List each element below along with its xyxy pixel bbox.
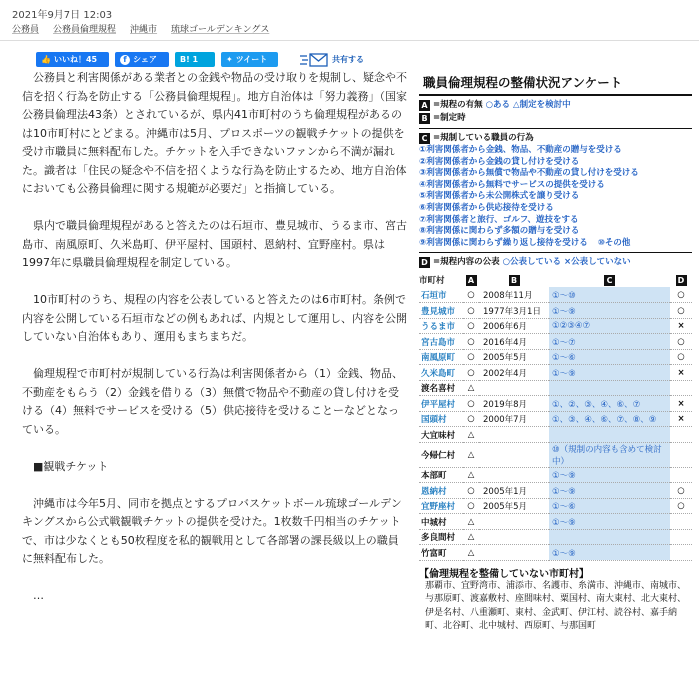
list-item: ⑧利害関係に関わらず多額の贈与を受ける <box>419 226 580 237</box>
municipality-cell: 宮古島市 <box>419 334 463 350</box>
divider <box>0 40 699 41</box>
paragraph: 倫理規程で市町村が規制している行為は利害関係者から（1）金銭、物品、不動産をもらう（2）金銭を借りる（3）無償で物品や不動産の貸し付けを受ける（4）無料でサービスを受ける（5）供応接待を受けることーなどとなっている。 <box>22 367 403 436</box>
municipality-cell: 伊平屋村 <box>419 396 463 412</box>
regulated-acts-cell: ①〜⑨ <box>549 483 670 499</box>
table-row <box>419 514 692 530</box>
table-row <box>419 411 692 427</box>
municipality-cell: 石垣市 <box>419 287 463 303</box>
disclosure-cell: ○ <box>670 483 692 499</box>
regulation-cell: △ <box>463 467 479 483</box>
legend-text: =規程の有無 <box>433 100 483 110</box>
legend-text: ○公表している <box>502 257 562 268</box>
regulation-cell: ○ <box>463 303 479 319</box>
legend-key: A <box>419 100 430 111</box>
municipality-cell: 本部町 <box>419 467 463 483</box>
regulation-cell: △ <box>463 545 479 561</box>
list-item: ④利害関係者から無料でサービスの提供を受ける <box>419 179 605 190</box>
table-row <box>419 287 692 303</box>
regulation-cell: △ <box>463 529 479 545</box>
regulated-acts-cell <box>549 427 670 443</box>
legend-text: △制定を検討中 <box>513 100 571 110</box>
municipality-cell: 国頭村 <box>419 411 463 427</box>
table-header-row <box>419 273 692 287</box>
legend-text: ○ある <box>485 100 511 110</box>
established-cell: 2016年4月 <box>479 334 549 350</box>
tag-link[interactable]: 公務員 <box>12 25 40 35</box>
established-cell <box>479 380 549 396</box>
established-cell: 1977年3月1日 <box>479 303 549 319</box>
article-body <box>22 69 408 606</box>
list-item: ⑤利害関係者から未公開株式を譲り受ける <box>419 191 580 202</box>
municipality-cell: 多良間村 <box>419 529 463 545</box>
legend-a <box>419 99 692 112</box>
disclosure-cell <box>670 380 692 396</box>
disclosure-cell: × <box>670 396 692 412</box>
mail-share-button[interactable] <box>300 53 364 67</box>
table-row <box>419 442 692 467</box>
tag-link[interactable]: 琉球ゴールデンキングス <box>171 25 270 35</box>
bird-icon: ✦ <box>226 55 233 64</box>
municipality-cell: 恩納村 <box>419 483 463 499</box>
facebook-share-button[interactable] <box>115 52 169 67</box>
regulated-acts-cell: ①②③④⑦ <box>549 318 670 334</box>
disclosure-cell: ○ <box>670 498 692 514</box>
regulated-acts-cell: ①〜⑨ <box>549 303 670 319</box>
disclosure-cell: × <box>670 365 692 381</box>
read-more-ellipsis: … <box>33 589 44 602</box>
regulation-cell: ○ <box>463 365 479 381</box>
mail-icon <box>300 53 328 67</box>
table-row <box>419 349 692 365</box>
legend-d <box>419 256 692 269</box>
hatena-bookmark-button[interactable] <box>175 52 215 67</box>
legend-key: C <box>419 133 430 144</box>
survey-figure <box>419 74 692 672</box>
legend-c <box>419 132 692 145</box>
divider <box>419 128 692 129</box>
divider <box>419 252 692 253</box>
paragraph: 県内で職員倫理規程があると答えたのは石垣市、豊見城市、うるま市、宮古島市、南風原町、久米島町、伊平屋村、国頭村、恩納村、宜野座村。県は1997年に県職員倫理規程を制定している。 <box>22 219 407 269</box>
regulated-acts-cell: ①、②、③、④、⑥、⑦ <box>549 396 670 412</box>
legend-text: =制定時 <box>433 113 466 123</box>
established-cell: 2019年8月 <box>479 396 549 412</box>
list-item: ②利害関係者から金銭の貸し付けを受ける <box>419 156 580 167</box>
municipality-cell: 竹富町 <box>419 545 463 561</box>
column-header <box>479 273 549 287</box>
disclosure-cell: ○ <box>670 303 692 319</box>
municipality-cell: 豊見城市 <box>419 303 463 319</box>
established-cell: 2005年1月 <box>479 483 549 499</box>
regulated-acts-cell: ①〜⑦ <box>549 334 670 350</box>
regulation-cell: ○ <box>463 318 479 334</box>
regulation-cell: △ <box>463 514 479 530</box>
list-item: ⑥利害関係者から供応接待を受ける <box>419 202 554 213</box>
regulated-acts-cell: ①〜⑥ <box>549 498 670 514</box>
not-established-list: 那覇市、宜野湾市、浦添市、名護市、糸満市、沖縄市、南城市、与那原町、渡嘉敷村、座間味村、粟国村、南大東村、北大東村、伊是名村、八重瀬町、東村、金武町、伊江村、読谷村、嘉手納町、北谷町、北中城村、西原町、与那国町 <box>425 580 687 632</box>
disclosure-cell <box>670 467 692 483</box>
list-item: ①利害関係者から金銭、物品、不動産の贈与を受ける <box>419 145 622 155</box>
regulation-cell: △ <box>463 380 479 396</box>
disclosure-cell: × <box>670 411 692 427</box>
regulated-acts-cell: ①〜⑨ <box>549 545 670 561</box>
legend-key: D <box>419 257 430 268</box>
legend-b <box>419 112 692 125</box>
table-row <box>419 380 692 396</box>
disclosure-cell: ○ <box>670 287 692 303</box>
tag-link[interactable]: 沖縄市 <box>130 25 158 35</box>
municipality-cell: 宜野座村 <box>419 498 463 514</box>
column-key: C <box>604 275 615 286</box>
disclosure-cell: ○ <box>670 334 692 350</box>
established-cell: 2006年6月 <box>479 318 549 334</box>
paragraph: 10市町村のうち、規程の内容を公表していると答えたのは6市町村。条例で内容を公開している石垣市などの例もあれば、内規として運用し、内容を公開していない自治体もあり、運用もまちまちだ。 <box>22 293 407 343</box>
table-row <box>419 365 692 381</box>
regulated-acts-cell: ⑩（規制の内容も含めて検討中） <box>549 442 670 467</box>
not-established-title: 【倫理規程を整備していない市町村】 <box>419 568 589 580</box>
established-cell <box>479 545 549 561</box>
municipality-cell: 久米島町 <box>419 365 463 381</box>
column-key: A <box>466 275 477 286</box>
municipality-cell: 大宜味村 <box>419 427 463 443</box>
mail-label: 共有する <box>332 55 364 64</box>
established-cell <box>479 427 549 443</box>
established-cell <box>479 442 549 467</box>
established-cell: 2005年5月 <box>479 498 549 514</box>
regulation-cell: ○ <box>463 396 479 412</box>
regulation-cell: △ <box>463 427 479 443</box>
regulated-acts-cell: ①、③、④、⑥、⑦、⑧、⑨ <box>549 411 670 427</box>
column-header <box>670 273 692 287</box>
established-cell: 2000年7月 <box>479 411 549 427</box>
legend-text: =規程内容の公表 <box>433 257 500 268</box>
list-item: ⑦利害関係者と旅行、ゴルフ、遊技をする <box>419 214 579 225</box>
municipality-cell: 南風原町 <box>419 349 463 365</box>
established-cell <box>479 514 549 530</box>
disclosure-cell: ○ <box>670 349 692 365</box>
tweet-label: ツイート <box>235 55 268 64</box>
regulation-cell: ○ <box>463 498 479 514</box>
established-cell: 2002年4月 <box>479 365 549 381</box>
municipality-cell: 渡名喜村 <box>419 380 463 396</box>
regulated-acts-cell: ①〜⑨ <box>549 467 670 483</box>
established-cell <box>479 529 549 545</box>
paragraph: 公務員と利害関係がある業者との金銭や物品の受け取りを規制し、疑念や不信を招く行為を防止する「公務員倫理規程」。地方自治体は「努力義務」（国家公務員倫理法43条）とされているが、県内41市町村のうち倫理規程があるのは10市町村にとどまる。沖縄市は5月、プロスポーツの観戦チケットの提供を受け市職員に無料配布した。チケットを入手できないファンから不満が漏れた。識者は「住民の疑念や不信を招くような行為を防止するため、地方自治体においても公務員倫理に関する規範が必要だ」と指摘している。 <box>22 71 407 195</box>
column-header <box>463 273 479 287</box>
figure-title: 職員倫理規程の整備状況アンケート <box>423 75 623 90</box>
disclosure-cell <box>670 514 692 530</box>
established-cell: 2005年5月 <box>479 349 549 365</box>
share-label: シェア <box>133 55 157 64</box>
established-cell <box>479 467 549 483</box>
list-item-text: ⑩その他 <box>597 237 631 248</box>
regulated-acts-cell: ①〜⑥ <box>549 349 670 365</box>
regulation-cell: ○ <box>463 411 479 427</box>
facebook-icon: f <box>120 55 130 65</box>
table-row <box>419 396 692 412</box>
regulation-cell: ○ <box>463 483 479 499</box>
legend-text: =規制している職員の行為 <box>433 133 534 143</box>
paragraph: 沖縄市は今年5月、同市を拠点とするプロバスケットボール琉球ゴールデンキングスから公式戦観戦チケットの提供を受けた。1枚数千円相当のチケットで、市は少なくとも50枚程度を私的観戦用として各部署の課長級以上の職員に無料配布した。 <box>22 496 402 565</box>
table-row <box>419 467 692 483</box>
tag-link[interactable]: 公務員倫理規程 <box>53 25 117 35</box>
disclosure-cell <box>670 442 692 467</box>
regulated-acts-cell: ①〜⑨ <box>549 365 670 381</box>
table-row <box>419 483 692 499</box>
regulated-acts-cell <box>549 380 670 396</box>
column-header <box>549 273 670 287</box>
thumbs-up-icon: 👍 <box>41 55 51 64</box>
disclosure-cell <box>670 529 692 545</box>
regulated-acts-cell: ①〜⑨ <box>549 514 670 530</box>
facebook-like-button[interactable] <box>36 52 109 67</box>
disclosure-cell <box>670 427 692 443</box>
disclosure-cell: × <box>670 318 692 334</box>
table-row <box>419 303 692 319</box>
established-cell: 2008年11月 <box>479 287 549 303</box>
municipality-cell: うるま市 <box>419 318 463 334</box>
table-row <box>419 545 692 561</box>
like-label: いいね！45 <box>53 55 98 64</box>
regulated-acts-cell <box>549 529 670 545</box>
table-row <box>419 334 692 350</box>
column-header: 市町村 <box>419 276 445 287</box>
c-item-list <box>419 145 692 249</box>
list-item-text: ⑨利害関係に関わらず繰り返し接待を受ける <box>419 237 588 248</box>
table-row <box>419 529 692 545</box>
tag-list <box>12 22 269 35</box>
column-key: B <box>509 275 520 286</box>
divider <box>419 94 692 96</box>
tweet-button[interactable] <box>221 52 278 67</box>
hatena-label: B! 1 <box>180 55 199 64</box>
survey-table <box>419 273 692 561</box>
disclosure-cell <box>670 545 692 561</box>
regulation-cell: ○ <box>463 334 479 350</box>
publish-date: 2021年9月7日 12:03 <box>12 10 113 21</box>
municipality-cell: 今帰仁村 <box>419 442 463 467</box>
table-row <box>419 498 692 514</box>
regulation-cell: ○ <box>463 349 479 365</box>
list-item: ③利害関係者から無償で物品や不動産の貸し付けを受ける <box>419 168 639 179</box>
section-heading: ■観戦チケット <box>33 459 109 473</box>
share-bar <box>36 52 364 67</box>
table-row <box>419 318 692 334</box>
municipality-cell: 中城村 <box>419 514 463 530</box>
column-key: D <box>676 275 687 286</box>
regulated-acts-cell: ①〜⑩ <box>549 287 670 303</box>
regulation-cell: ○ <box>463 287 479 303</box>
legend-text: ×公表していない <box>564 257 631 268</box>
legend-key: B <box>419 113 430 124</box>
table-row <box>419 427 692 443</box>
regulation-cell: △ <box>463 442 479 467</box>
list-item <box>419 238 692 250</box>
